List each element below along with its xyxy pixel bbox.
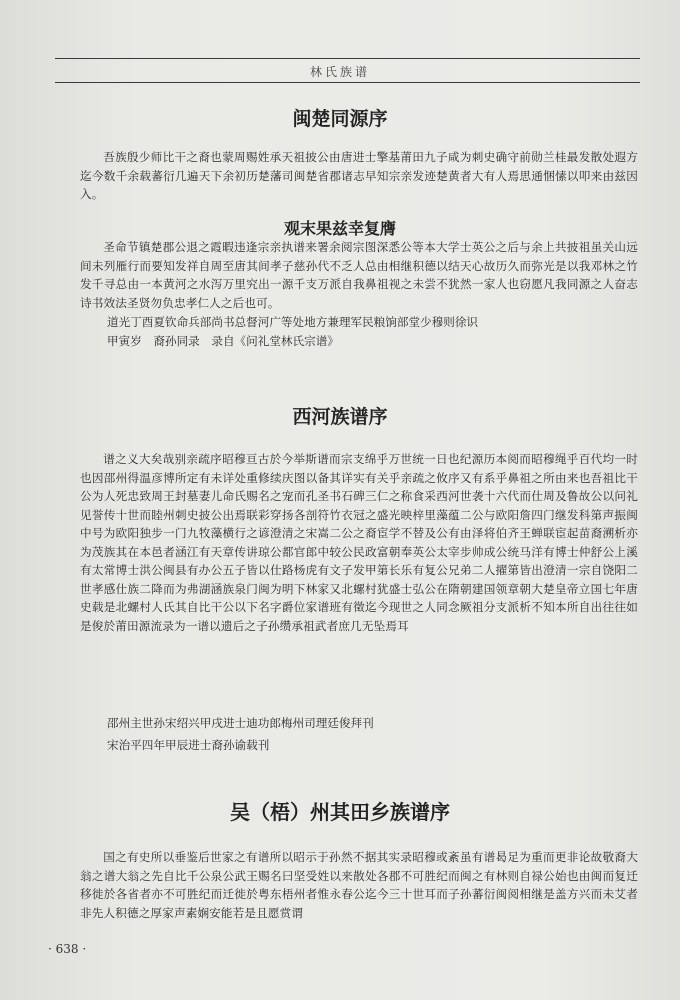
section-title-xihe: 西河族谱序 [292,406,388,428]
signature-line: 甲寅岁 裔孙同录 录自《问礼堂林氏宗谱》 [107,334,339,348]
signature-line: 道光丁酉夏钦命兵部尚书总督河广等处地方兼理军民粮饷部堂少穆则徐识 [107,315,479,329]
section-paragraph: 谱之义大矣哉别亲疏序昭穆亘古於今举斯谱而宗支绵乎万世统一日也纪源历本阅而昭穆绳乎百代均一时也因邵州得温彦博所定有未详处重修续庆图以备其详实有关乎亲疏之攸序又有系乎鼻祖之所由来也吾祖比干公为人死忠致周王封墓妻儿命氏赐名之宠而孔圣书石碑三仁之称食采西河世袭十六代而仕周及鲁故公以问礼见誉传十世而睦州刺史披公出焉联彩穿扬各剖符竹衣冠之盛光映梓里藻蕴二公与欧阳詹四门继发科第声振闽中号为欧阳独步一门九牧藻横行之谚澄清之宋嵩二公之裔宦学不替及公有由泽将伯齐王蝉联宦起苗裔溯析亦为茂族其在本邑者涵江有天章传讲琼公都官郎中较公民政富朝奉英公太宰步帅成公统马洋有博士仲舒公上溪有太常博士洪公闽县有办公五子皆以仕路杨虎有文子发甲第长乐有复公兄弟二人擢第皆出澄清一宗自饶阳二世孝感仕族二降而为弗湖涵族泉门闽为明下林家又北螺村犹盛士弘公在隋朝建国领章朝大楚皇帝立国七年唐史载是北螺村人氏其自比干公以下名字爵位家谱班有徵迄今现世之人同念厥祖分支派析不知本所自出往往如是俊於莆田源流录为一谱以遗后之子孙缵承祖武者庶几无坠焉耳 [80,452,638,633]
header-rule-bottom [55,82,640,83]
signature-line: 邵州主世孙宋绍兴甲戌进士迪功郎梅州司理廷俊拜刊 [107,716,374,730]
signature-line: 宋治平四年甲辰进士裔孙谕载刊 [107,738,270,752]
section-paragraph: 国之有史所以垂鉴后世家之有谱所以昭示于孙然不据其实录昭穆或紊虽有谱曷足为重而更非论故敬裔大翁之谱大翁之先自比千公泉公武王赐名曰坚受姓以来散处各郡不可胜纪而闽之有林则自禄公始也由闽而复迁移徙於各省者亦不可胜纪而迁徙於粤东梧州者惟永春公迄今三十世耳而子孙蕃衍闽阅相继是盖方兴而未艾者非先人积德之厚家声素娴安能若是且愿赏谓 [80,850,638,920]
section-paragraph: 圣命节镇楚郡公退之霞暇违逢宗亲执谱来署余阅宗图深悉公等本大学士英公之后与余上共披祖虽关山远间未列雁行而要知发祥自周至唐其间孝子慈孙代不乏人总由相继积德以结天心故历久而弥光是以我邓林之竹发千寻总由一本黄河之水泻万里究出一源千支万派自我鼻祖视之未尝不犹然一家人也窃愿凡我同源之人奋志诗书效法圣贤勿负忠孝仁人之后也可。 [80,240,638,310]
section-title-wuzhou: 吴（梧）州其田乡族谱序 [230,800,450,824]
section-paragraph: 吾族殷少师比干之裔也蒙周赐姓承天祖披公由唐进士擎基莆田九子咸为刺史确守前勋兰桂最发散处遐方迄今数千余载蕃衍几遍天下余初历楚藩司闽楚省郡诸志早知宗亲发迹楚黄者大有人焉思通悃愫以叩来由兹因入。 [80,150,638,201]
running-header: 林氏族谱 [309,65,370,79]
page-number: · 638 · [48,942,87,956]
section-title-minchu: 闽楚同源序 [292,108,388,130]
section-subtitle: 观末果兹幸复膺 [283,219,396,238]
header-rule-top [55,58,640,59]
